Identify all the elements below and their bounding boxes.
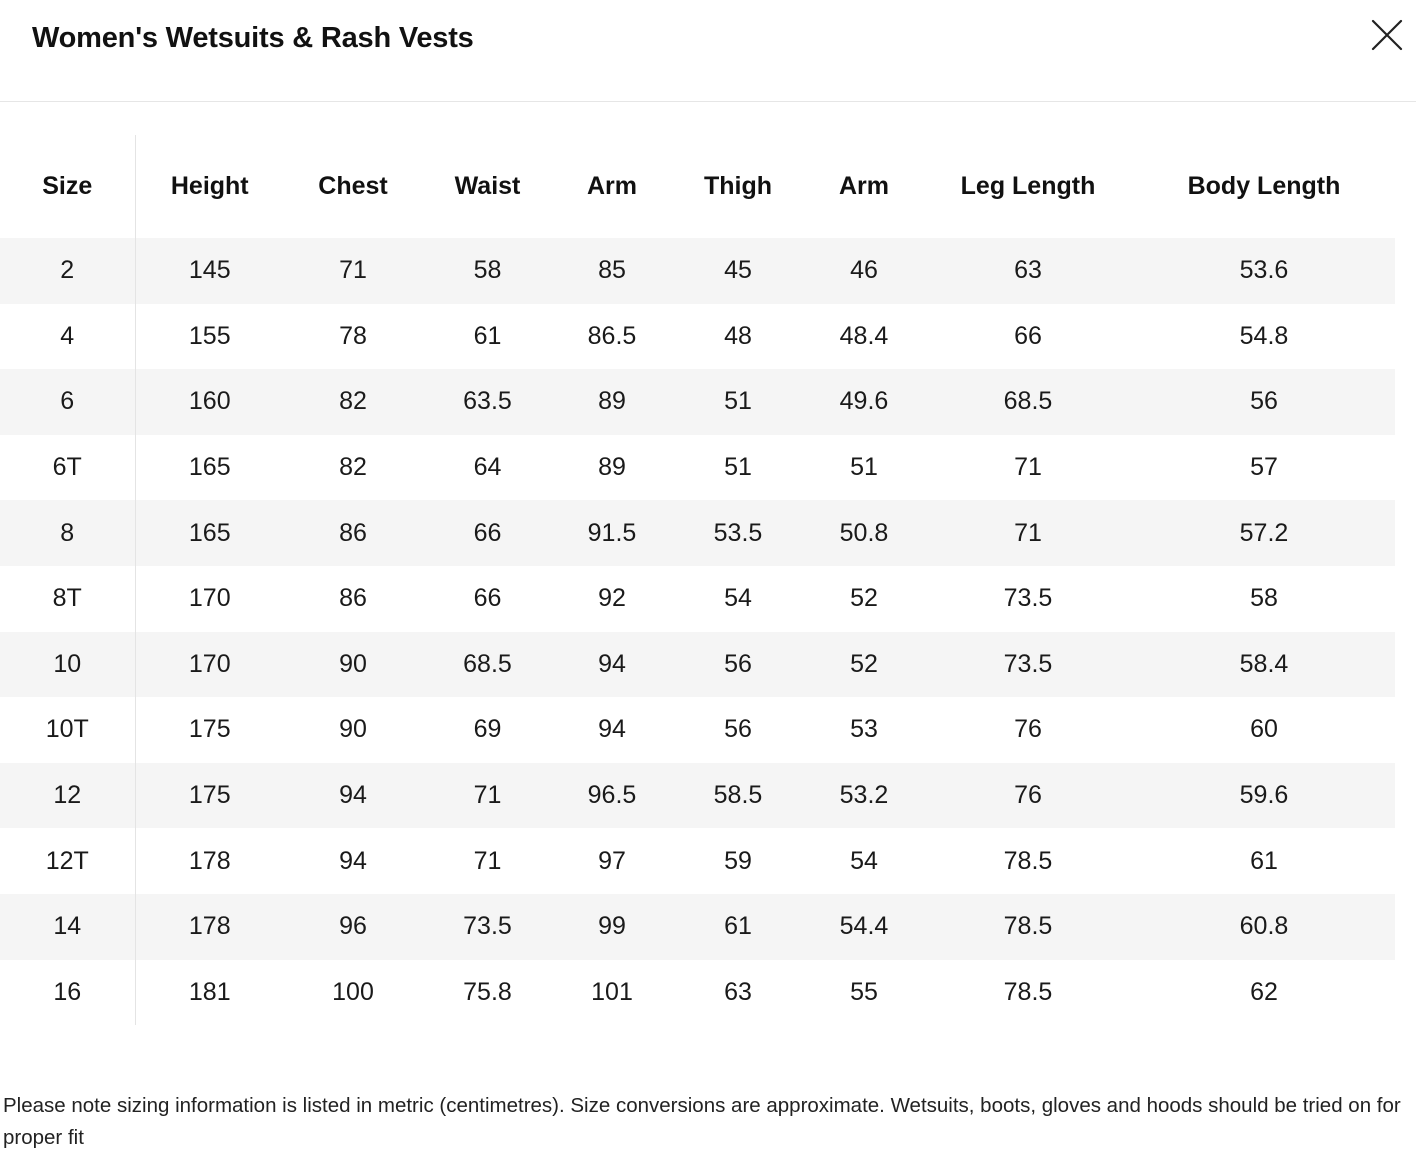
- cell-chest: 86: [339, 584, 367, 613]
- cell-arm: 94: [553, 632, 671, 698]
- cell-height: 165: [135, 500, 284, 566]
- column-header-waist: Waist: [454, 172, 521, 200]
- cell-chest: 86: [284, 500, 422, 566]
- cell-arm-2: 49.6: [805, 369, 923, 435]
- cell-body-length: 61: [1250, 846, 1278, 875]
- table-row: [0, 632, 1395, 698]
- table-row: [0, 763, 1395, 829]
- cell-thigh: 54: [724, 584, 752, 613]
- cell-chest: 90: [339, 715, 367, 744]
- cell-chest: 82: [339, 453, 367, 482]
- cell-leg-length: 71: [923, 500, 1133, 566]
- cell-size: 14: [0, 894, 135, 960]
- cell-leg-length: 76: [923, 763, 1133, 829]
- cell-thigh: 59: [724, 846, 752, 875]
- cell-body-length: 57.2: [1133, 500, 1395, 566]
- cell-body-length: 54.8: [1239, 321, 1289, 350]
- cell-size: 4: [0, 304, 135, 370]
- cell-waist: 73.5: [422, 894, 553, 960]
- cell-body-length: 59.6: [1133, 763, 1395, 829]
- cell-size: 10: [0, 632, 135, 698]
- cell-height: 181: [188, 977, 231, 1006]
- cell-chest: 94: [339, 846, 367, 875]
- cell-arm: 96.5: [553, 763, 671, 829]
- cell-leg-length: 68.5: [923, 369, 1133, 435]
- cell-body-length: 60: [1250, 715, 1278, 744]
- cell-leg-length: 73.5: [923, 632, 1133, 698]
- cell-arm-2: 52: [805, 632, 923, 698]
- cell-waist: 71: [422, 763, 553, 829]
- cell-height: 170: [135, 632, 284, 698]
- cell-arm-2: 53.2: [805, 763, 923, 829]
- cell-waist: 64: [473, 453, 502, 482]
- cell-body-length: 58.4: [1133, 632, 1395, 698]
- table-row: [0, 304, 1395, 370]
- cell-arm-2: 52: [850, 584, 878, 613]
- cell-chest: 94: [284, 763, 422, 829]
- cell-body-length: 62: [1250, 977, 1278, 1006]
- cell-arm-2: 54: [850, 846, 878, 875]
- cell-thigh: 56: [724, 715, 752, 744]
- column-header-size: Size: [0, 135, 135, 238]
- cell-leg-length: 78.5: [1003, 977, 1053, 1006]
- cell-body-length: 57: [1250, 453, 1278, 482]
- cell-size: 16: [0, 960, 135, 1026]
- cell-height: 165: [188, 453, 231, 482]
- column-header-arm: Arm: [586, 172, 637, 200]
- cell-leg-length: 76: [1014, 715, 1042, 744]
- cell-height: 178: [188, 846, 231, 875]
- cell-arm-2: 46: [805, 238, 923, 304]
- cell-waist: 66: [473, 584, 502, 613]
- cell-leg-length: 71: [1014, 453, 1042, 482]
- cell-waist: 71: [473, 846, 502, 875]
- cell-arm: 94: [598, 715, 626, 744]
- cell-thigh: 53.5: [671, 500, 805, 566]
- cell-chest: 90: [284, 632, 422, 698]
- cell-leg-length: 78.5: [923, 894, 1133, 960]
- cell-height: 175: [188, 715, 231, 744]
- cell-body-length: 56: [1133, 369, 1395, 435]
- table-row: [0, 238, 1395, 304]
- cell-arm-2: 48.4: [839, 321, 889, 350]
- cell-arm-2: 51: [850, 453, 878, 482]
- cell-arm: 101: [591, 977, 633, 1006]
- column-header-arm-2: Arm: [838, 172, 889, 200]
- cell-thigh: 45: [671, 238, 805, 304]
- cell-chest: 82: [284, 369, 422, 435]
- cell-waist: 75.8: [463, 977, 512, 1006]
- cell-arm: 89: [553, 369, 671, 435]
- cell-size: 6T: [0, 435, 135, 501]
- cell-leg-length: 63: [923, 238, 1133, 304]
- cell-leg-length: 78.5: [1003, 846, 1053, 875]
- table-body: [0, 238, 1395, 1025]
- modal-header: [0, 0, 1416, 102]
- cell-thigh: 58.5: [671, 763, 805, 829]
- table-row: [0, 435, 1395, 501]
- close-button[interactable]: [1364, 12, 1410, 58]
- cell-arm: 85: [553, 238, 671, 304]
- cell-height: 175: [135, 763, 284, 829]
- cell-waist: 69: [473, 715, 502, 744]
- column-header-chest: Chest: [318, 172, 388, 200]
- cell-size: 10T: [0, 697, 135, 763]
- cell-arm-2: 50.8: [805, 500, 923, 566]
- close-icon: [1364, 12, 1410, 58]
- table-row: [0, 960, 1395, 1026]
- table-row: [0, 369, 1395, 435]
- cell-height: 160: [135, 369, 284, 435]
- table-header-row: [0, 135, 1395, 238]
- cell-thigh: 51: [671, 369, 805, 435]
- cell-waist: 63.5: [422, 369, 553, 435]
- cell-leg-length: 66: [1014, 321, 1042, 350]
- column-header-thigh: Thigh: [703, 172, 773, 200]
- table-row: [0, 894, 1395, 960]
- cell-thigh: 61: [671, 894, 805, 960]
- cell-height: 155: [188, 321, 231, 350]
- modal-title: Women's Wetsuits & Rash Vests: [32, 22, 474, 54]
- cell-arm-2: 53: [850, 715, 878, 744]
- cell-chest: 100: [332, 977, 374, 1006]
- table-row: [0, 500, 1395, 566]
- table-row: [0, 566, 1395, 632]
- cell-height: 178: [135, 894, 284, 960]
- cell-arm: 99: [553, 894, 671, 960]
- sizing-note: Please note sizing information is listed in metric (centimetres). Size conversions are approximate. Wetsuits, boots, gloves and hoods should be tried on for proper fit: [3, 1094, 1401, 1149]
- column-header-height: Height: [170, 172, 249, 200]
- cell-body-length: 60.8: [1133, 894, 1395, 960]
- cell-size: 8: [0, 500, 135, 566]
- cell-body-length: 53.6: [1133, 238, 1395, 304]
- column-header-body-length: Body Length: [1187, 172, 1341, 200]
- cell-size: 12T: [0, 828, 135, 894]
- cell-thigh: 56: [671, 632, 805, 698]
- cell-thigh: 48: [724, 321, 752, 350]
- cell-waist: 58: [422, 238, 553, 304]
- column-header-leg-length: Leg Length: [960, 172, 1096, 200]
- cell-arm: 97: [598, 846, 626, 875]
- cell-body-length: 58: [1250, 584, 1278, 613]
- cell-chest: 78: [339, 321, 367, 350]
- size-chart-table: [0, 135, 1396, 1025]
- cell-leg-length: 73.5: [1003, 584, 1053, 613]
- cell-size: 12: [0, 763, 135, 829]
- cell-size: 2: [0, 238, 135, 304]
- cell-waist: 66: [422, 500, 553, 566]
- cell-chest: 71: [284, 238, 422, 304]
- cell-size: 8T: [0, 566, 135, 632]
- cell-arm: 89: [598, 453, 626, 482]
- cell-waist: 61: [473, 321, 502, 350]
- cell-arm: 86.5: [587, 321, 637, 350]
- cell-waist: 68.5: [422, 632, 553, 698]
- cell-height: 145: [135, 238, 284, 304]
- cell-thigh: 51: [724, 453, 752, 482]
- cell-thigh: 63: [724, 977, 752, 1006]
- cell-arm-2: 54.4: [805, 894, 923, 960]
- cell-size: 6: [0, 369, 135, 435]
- table-row: [0, 828, 1395, 894]
- cell-arm-2: 55: [850, 977, 878, 1006]
- cell-arm: 91.5: [553, 500, 671, 566]
- table-row: [0, 697, 1395, 763]
- cell-chest: 96: [284, 894, 422, 960]
- cell-arm: 92: [598, 584, 626, 613]
- cell-height: 170: [188, 584, 231, 613]
